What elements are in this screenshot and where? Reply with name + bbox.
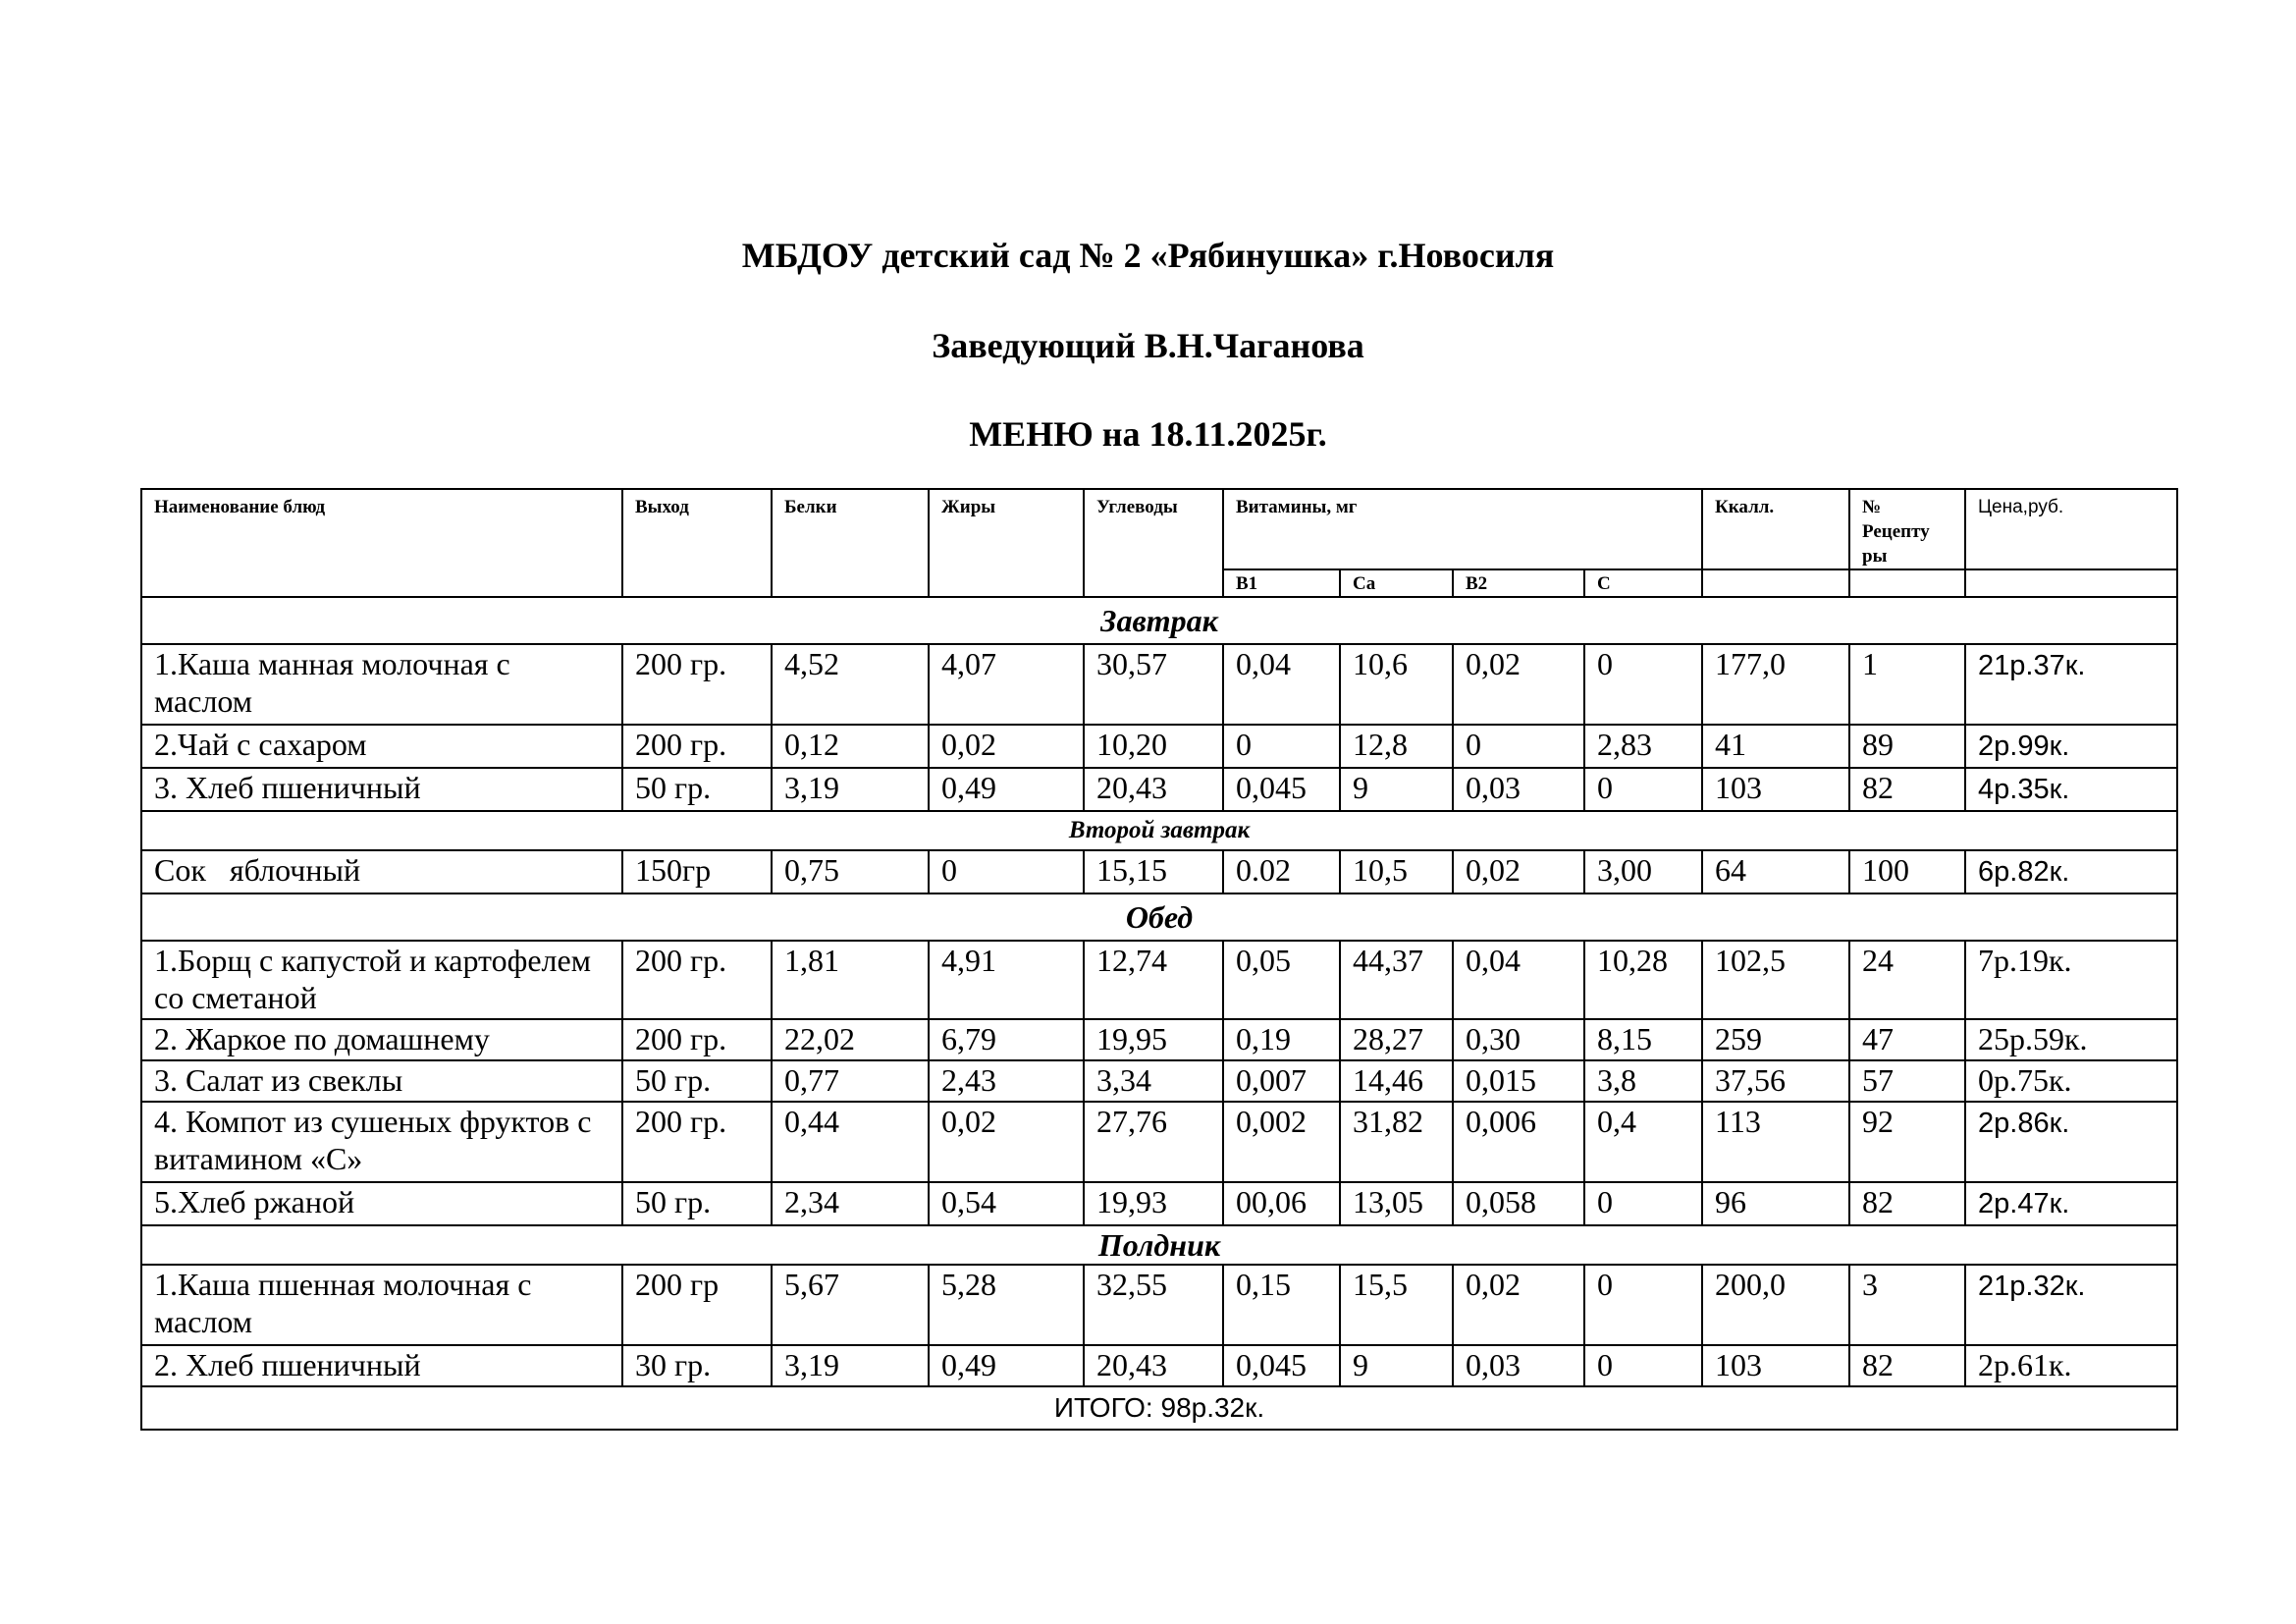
dish-kcal: 200,0	[1702, 1265, 1849, 1345]
dish-yield: 200 гр.	[622, 1019, 772, 1060]
dish-carbs: 19,93	[1084, 1182, 1223, 1225]
dish-fat: 0,02	[929, 1102, 1084, 1182]
dish-kcal: 103	[1702, 1345, 1849, 1386]
dish-calcium: 9	[1340, 768, 1453, 811]
dish-protein: 2,34	[772, 1182, 929, 1225]
dish-name: 1.Борщ с капустой и картофелем со сметаной	[141, 941, 622, 1019]
dish-price: 7р.19к.	[1965, 941, 2177, 1019]
dish-kcal: 37,56	[1702, 1060, 1849, 1102]
dish-recipe-no: 57	[1849, 1060, 1965, 1102]
dish-vitamin-b2: 0,006	[1453, 1102, 1584, 1182]
dish-vitamin-b2: 0,30	[1453, 1019, 1584, 1060]
table-row	[141, 1345, 2177, 1386]
table-row	[141, 1265, 2177, 1345]
dish-kcal: 64	[1702, 850, 1849, 893]
dish-recipe-no: 82	[1849, 768, 1965, 811]
table-row	[141, 1060, 2177, 1102]
dish-price: 4р.35к.	[1965, 768, 2177, 811]
dish-vitamin-b1: 0,15	[1223, 1265, 1340, 1345]
column-header-vitamin-b1: В1	[1223, 569, 1340, 597]
dish-vitamin-b1: 0,007	[1223, 1060, 1340, 1102]
menu-title: МЕНЮ на 18.11.2025г.	[969, 414, 1327, 454]
dish-yield: 50 гр.	[622, 1060, 772, 1102]
dish-protein: 5,67	[772, 1265, 929, 1345]
dish-vitamin-b2: 0,058	[1453, 1182, 1584, 1225]
dish-protein: 0,77	[772, 1060, 929, 1102]
dish-kcal: 96	[1702, 1182, 1849, 1225]
dish-yield: 50 гр.	[622, 768, 772, 811]
dish-calcium: 44,37	[1340, 941, 1453, 1019]
table-row	[141, 1019, 2177, 1060]
dish-protein: 4,52	[772, 644, 929, 725]
dish-protein: 0,75	[772, 850, 929, 893]
column-header-yield: Выход	[622, 489, 772, 597]
dish-yield: 150гр	[622, 850, 772, 893]
dish-kcal: 113	[1702, 1102, 1849, 1182]
dish-fat: 0	[929, 850, 1084, 893]
dish-vitamin-c: 3,00	[1584, 850, 1702, 893]
column-header-recipe-empty	[1849, 569, 1965, 597]
dish-fat: 2,43	[929, 1060, 1084, 1102]
column-header-recipe-no: № Рецепту ры	[1849, 489, 1965, 569]
dish-carbs: 20,43	[1084, 768, 1223, 811]
dish-calcium: 14,46	[1340, 1060, 1453, 1102]
dish-yield: 30 гр.	[622, 1345, 772, 1386]
dish-vitamin-b2: 0	[1453, 725, 1584, 768]
table-row	[141, 1102, 2177, 1182]
dish-kcal: 102,5	[1702, 941, 1849, 1019]
dish-vitamin-c: 3,8	[1584, 1060, 1702, 1102]
dish-name: 3. Хлеб пшеничный	[141, 768, 622, 811]
dish-recipe-no: 24	[1849, 941, 1965, 1019]
dish-vitamin-b2: 0,015	[1453, 1060, 1584, 1102]
dish-yield: 50 гр.	[622, 1182, 772, 1225]
dish-name: 2.Чай с сахаром	[141, 725, 622, 768]
dish-carbs: 19,95	[1084, 1019, 1223, 1060]
column-header-fat: Жиры	[929, 489, 1084, 597]
column-header-calcium: Са	[1340, 569, 1453, 597]
table-row	[141, 850, 2177, 893]
dish-vitamin-c: 0	[1584, 768, 1702, 811]
dish-vitamin-b2: 0,02	[1453, 850, 1584, 893]
column-header-name: Наименование блюд	[141, 489, 622, 597]
dish-vitamin-c: 0	[1584, 1345, 1702, 1386]
column-header-vitamin-c: С	[1584, 569, 1702, 597]
dish-calcium: 10,6	[1340, 644, 1453, 725]
dish-recipe-no: 47	[1849, 1019, 1965, 1060]
dish-protein: 3,19	[772, 768, 929, 811]
dish-recipe-no: 82	[1849, 1345, 1965, 1386]
column-header-protein: Белки	[772, 489, 929, 597]
column-header-price: Цена,руб.	[1965, 489, 2177, 569]
dish-kcal: 259	[1702, 1019, 1849, 1060]
dish-vitamin-b1: 0	[1223, 725, 1340, 768]
dish-carbs: 12,74	[1084, 941, 1223, 1019]
dish-vitamin-b2: 0,03	[1453, 768, 1584, 811]
dish-calcium: 13,05	[1340, 1182, 1453, 1225]
dish-fat: 0,54	[929, 1182, 1084, 1225]
table-row	[141, 941, 2177, 1019]
dish-yield: 200 гр	[622, 1265, 772, 1345]
section-row-breakfast	[141, 597, 2177, 644]
dish-protein: 1,81	[772, 941, 929, 1019]
dish-name: 1.Каша пшенная молочная с маслом	[141, 1265, 622, 1345]
column-header-price-empty	[1965, 569, 2177, 597]
dish-vitamin-b1: 0.02	[1223, 850, 1340, 893]
dish-carbs: 3,34	[1084, 1060, 1223, 1102]
dish-carbs: 32,55	[1084, 1265, 1223, 1345]
dish-recipe-no: 92	[1849, 1102, 1965, 1182]
dish-vitamin-c: 8,15	[1584, 1019, 1702, 1060]
dish-protein: 0,44	[772, 1102, 929, 1182]
section-title: Обед	[141, 893, 2177, 941]
dish-name: Сок яблочный	[141, 850, 622, 893]
menu-table	[140, 488, 2178, 1431]
dish-calcium: 15,5	[1340, 1265, 1453, 1345]
dish-recipe-no: 89	[1849, 725, 1965, 768]
dish-fat: 4,91	[929, 941, 1084, 1019]
dish-name: 2. Жаркое по домашнему	[141, 1019, 622, 1060]
dish-name: 3. Салат из свеклы	[141, 1060, 622, 1102]
dish-recipe-no: 1	[1849, 644, 1965, 725]
dish-protein: 22,02	[772, 1019, 929, 1060]
dish-vitamin-b2: 0,04	[1453, 941, 1584, 1019]
dish-carbs: 10,20	[1084, 725, 1223, 768]
dish-price: 25р.59к.	[1965, 1019, 2177, 1060]
dish-vitamin-b2: 0,02	[1453, 644, 1584, 725]
dish-protein: 3,19	[772, 1345, 929, 1386]
dish-kcal: 177,0	[1702, 644, 1849, 725]
dish-vitamin-c: 0	[1584, 1182, 1702, 1225]
dish-calcium: 28,27	[1340, 1019, 1453, 1060]
dish-vitamin-b1: 0,04	[1223, 644, 1340, 725]
column-header-vitamin-b2: В2	[1453, 569, 1584, 597]
dish-vitamin-b1: 0,045	[1223, 1345, 1340, 1386]
section-title: Второй завтрак	[141, 811, 2177, 850]
column-header-vitamins: Витамины, мг	[1223, 489, 1702, 569]
section-title: Полдник	[141, 1225, 2177, 1265]
table-row	[141, 768, 2177, 811]
section-title: Завтрак	[141, 597, 2177, 644]
dish-fat: 4,07	[929, 644, 1084, 725]
dish-fat: 5,28	[929, 1265, 1084, 1345]
total-row	[141, 1386, 2177, 1430]
table-header-row	[141, 489, 2177, 569]
dish-price: 2р.47к.	[1965, 1182, 2177, 1225]
section-row-afternoon-snack	[141, 1225, 2177, 1265]
dish-fat: 0,49	[929, 768, 1084, 811]
dish-vitamin-b1: 0,045	[1223, 768, 1340, 811]
dish-calcium: 31,82	[1340, 1102, 1453, 1182]
dish-price: 2р.99к.	[1965, 725, 2177, 768]
column-header-kcal-empty	[1702, 569, 1849, 597]
dish-price: 21р.37к.	[1965, 644, 2177, 725]
dish-yield: 200 гр.	[622, 1102, 772, 1182]
section-row-second-breakfast	[141, 811, 2177, 850]
dish-yield: 200 гр.	[622, 941, 772, 1019]
dish-fat: 0,49	[929, 1345, 1084, 1386]
column-header-kcal: Ккалл.	[1702, 489, 1849, 569]
dish-fat: 0,02	[929, 725, 1084, 768]
dish-carbs: 20,43	[1084, 1345, 1223, 1386]
dish-protein: 0,12	[772, 725, 929, 768]
dish-vitamin-c: 0,4	[1584, 1102, 1702, 1182]
dish-carbs: 27,76	[1084, 1102, 1223, 1182]
section-row-lunch	[141, 893, 2177, 941]
dish-yield: 200 гр.	[622, 644, 772, 725]
dish-calcium: 10,5	[1340, 850, 1453, 893]
total-amount: ИТОГО: 98р.32к.	[141, 1386, 2177, 1430]
dish-carbs: 15,15	[1084, 850, 1223, 893]
dish-calcium: 9	[1340, 1345, 1453, 1386]
dish-fat: 6,79	[929, 1019, 1084, 1060]
dish-price: 6р.82к.	[1965, 850, 2177, 893]
table-row	[141, 644, 2177, 725]
head-of-kindergarten: Заведующий В.Н.Чаганова	[932, 326, 1364, 365]
dish-kcal: 41	[1702, 725, 1849, 768]
organization-title: МБДОУ детский сад № 2 «Рябинушка» г.Новосиля	[741, 236, 1555, 275]
dish-yield: 200 гр.	[622, 725, 772, 768]
dish-vitamin-c: 0	[1584, 644, 1702, 725]
dish-name: 4. Компот из сушеных фруктов с витамином «С»	[141, 1102, 622, 1182]
dish-vitamin-b2: 0,03	[1453, 1345, 1584, 1386]
dish-name: 1.Каша манная молочная с маслом	[141, 644, 622, 725]
dish-kcal: 103	[1702, 768, 1849, 811]
dish-price: 0р.75к.	[1965, 1060, 2177, 1102]
dish-name: 2. Хлеб пшеничный	[141, 1345, 622, 1386]
dish-price: 21р.32к.	[1965, 1265, 2177, 1345]
dish-vitamin-c: 2,83	[1584, 725, 1702, 768]
dish-vitamin-b1: 0,05	[1223, 941, 1340, 1019]
dish-vitamin-b1: 00,06	[1223, 1182, 1340, 1225]
dish-carbs: 30,57	[1084, 644, 1223, 725]
dish-recipe-no: 82	[1849, 1182, 1965, 1225]
dish-vitamin-b1: 0,002	[1223, 1102, 1340, 1182]
table-row	[141, 1182, 2177, 1225]
dish-name: 5.Хлеб ржаной	[141, 1182, 622, 1225]
dish-calcium: 12,8	[1340, 725, 1453, 768]
dish-recipe-no: 3	[1849, 1265, 1965, 1345]
dish-price: 2р.61к.	[1965, 1345, 2177, 1386]
dish-vitamin-c: 0	[1584, 1265, 1702, 1345]
dish-vitamin-c: 10,28	[1584, 941, 1702, 1019]
dish-price: 2р.86к.	[1965, 1102, 2177, 1182]
dish-vitamin-b2: 0,02	[1453, 1265, 1584, 1345]
table-row	[141, 725, 2177, 768]
dish-recipe-no: 100	[1849, 850, 1965, 893]
column-header-carbs: Углеводы	[1084, 489, 1223, 597]
dish-vitamin-b1: 0,19	[1223, 1019, 1340, 1060]
